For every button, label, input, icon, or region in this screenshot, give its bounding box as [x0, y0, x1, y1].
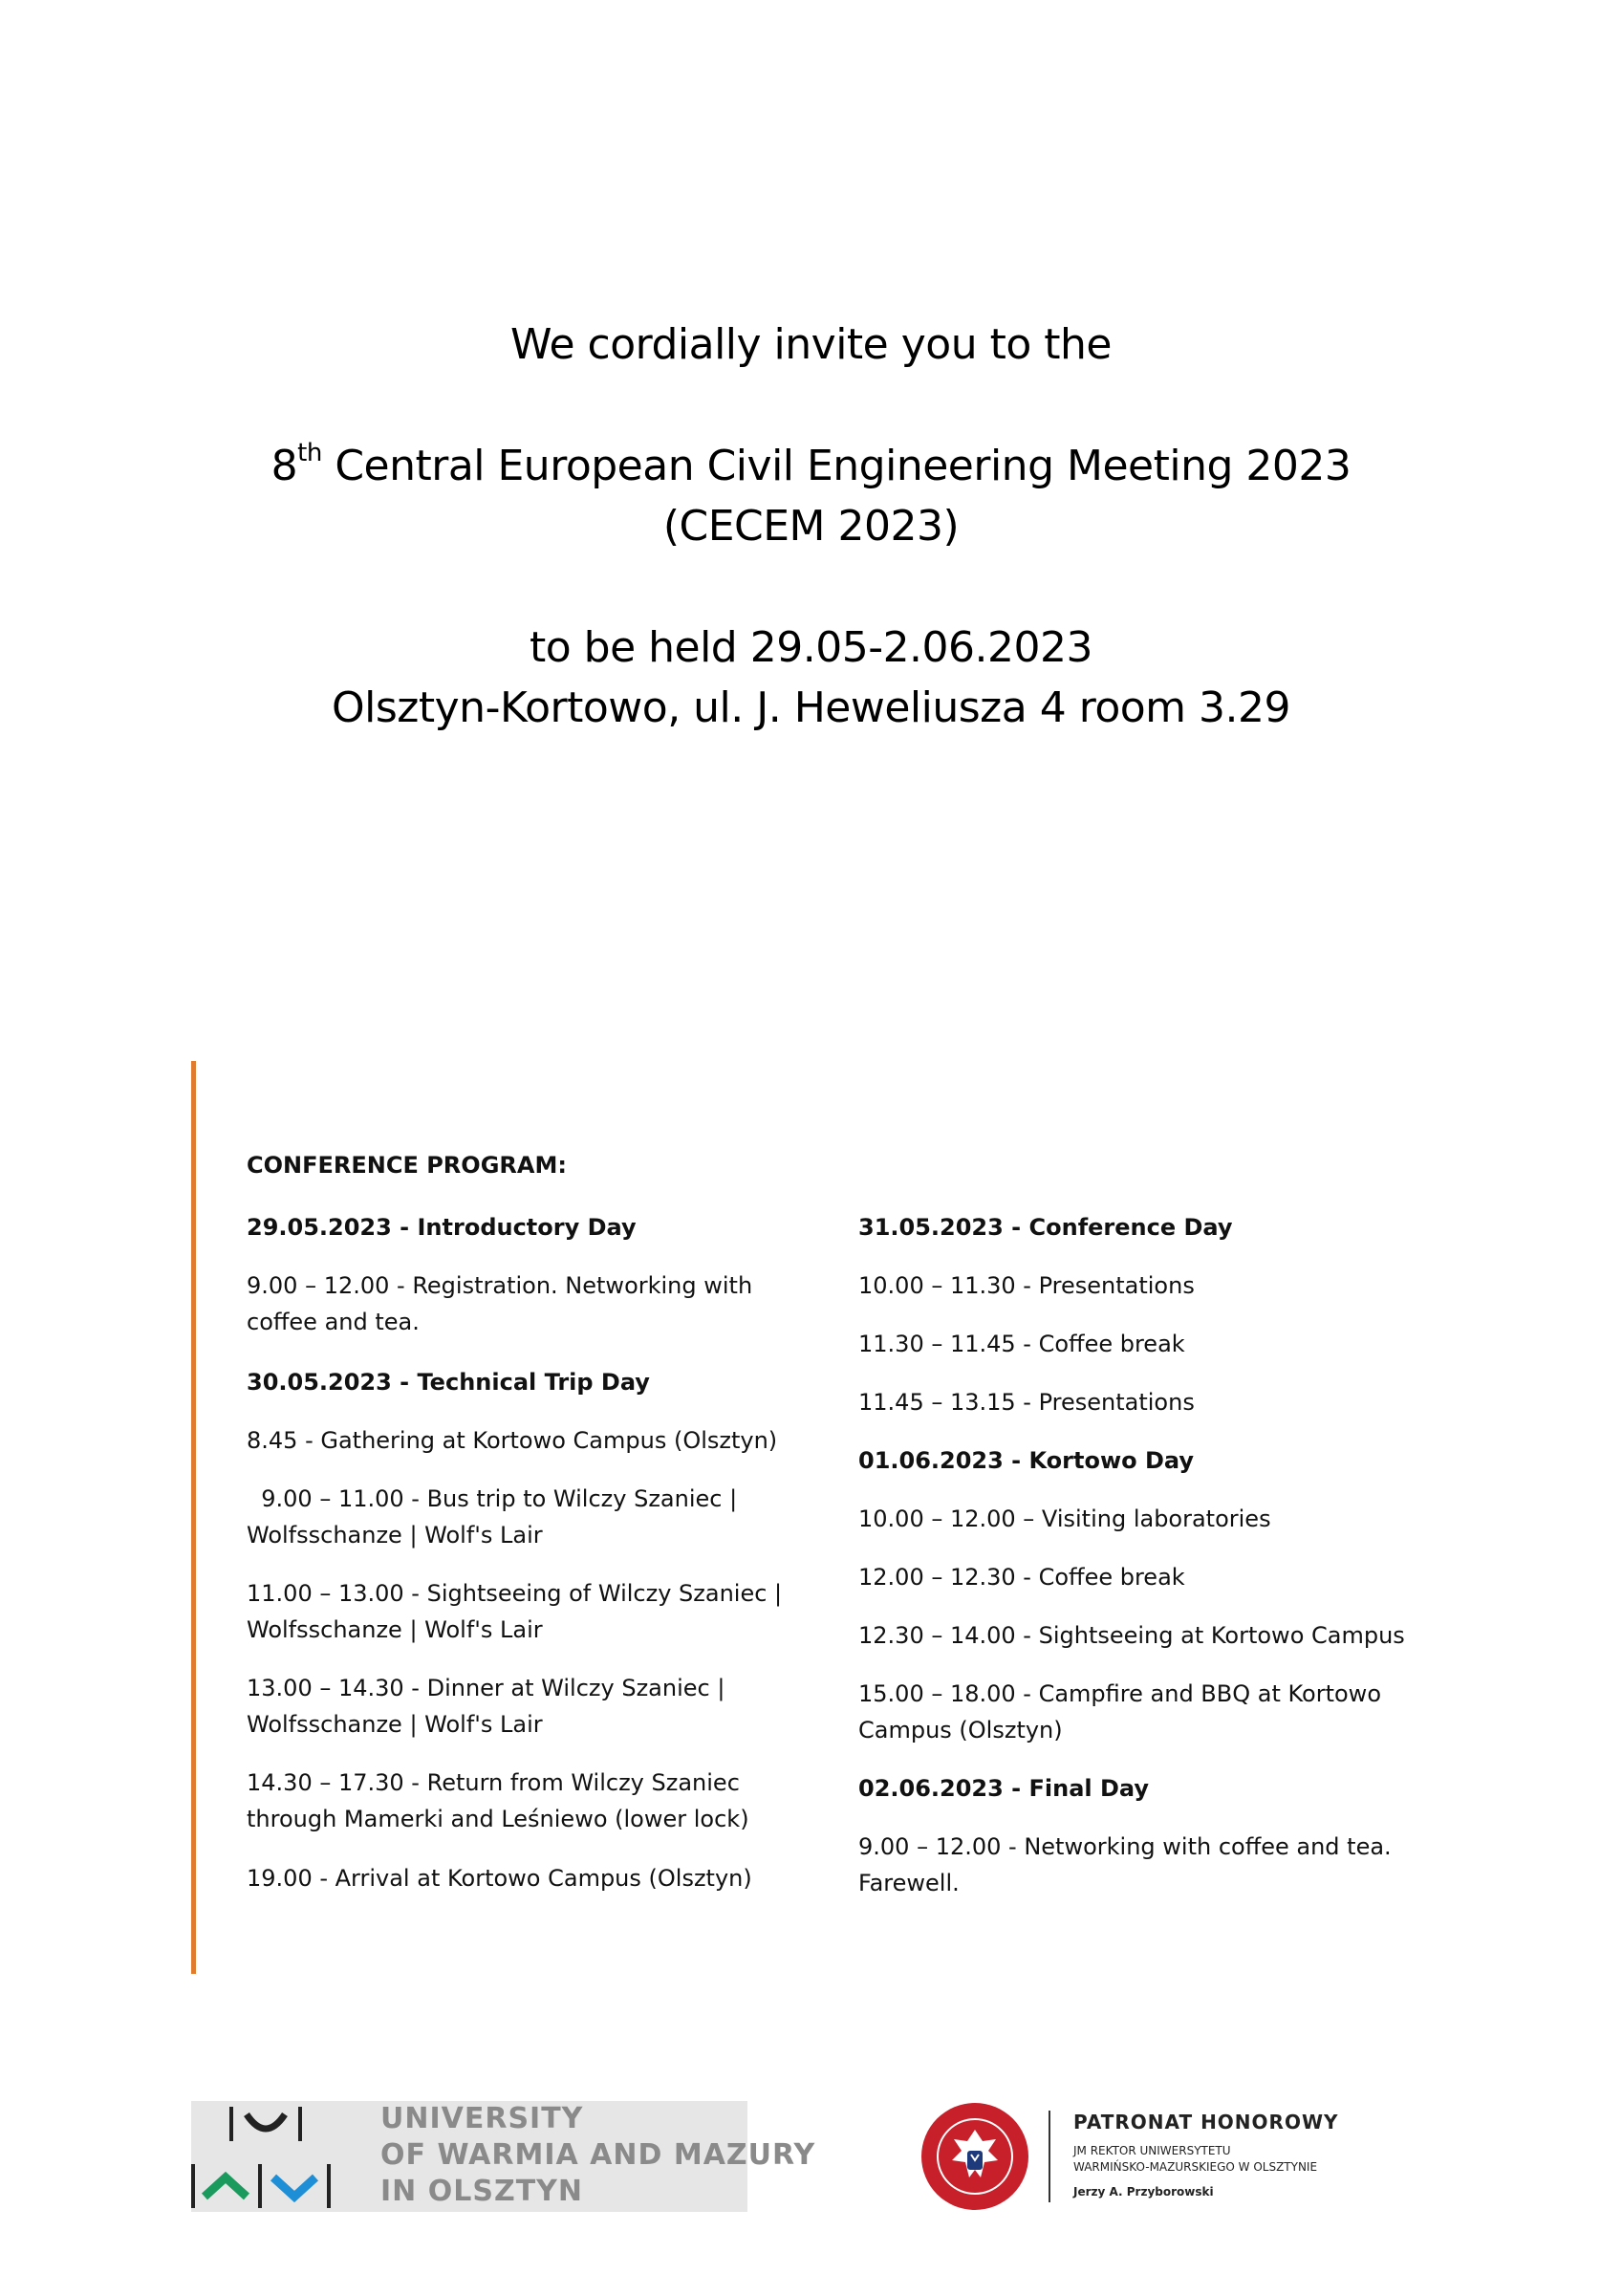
program-accent-bar: [191, 1061, 196, 1974]
event-location: Olsztyn-Kortowo, ul. J. Heweliusza 4 room 3.29: [332, 683, 1290, 732]
left-program-item: 19.00 - Arrival at Kortowo Campus (Olsztyn): [247, 1865, 752, 1892]
right-day-heading: 01.06.2023 - Kortowo Day: [858, 1447, 1194, 1474]
patron-title: PATRONAT HONOROWY: [1073, 2111, 1339, 2134]
event-dates: to be held 29.05-2.06.2023: [529, 623, 1092, 672]
university-emblem-icon: [191, 2101, 335, 2212]
event-ordinal-suffix: th: [297, 439, 322, 467]
university-name: [380, 2101, 815, 2210]
patron-divider: [1049, 2111, 1050, 2202]
left-day-heading: 30.05.2023 - Technical Trip Day: [247, 1369, 650, 1396]
left-program-item: 9.00 – 11.00 - Bus trip to Wilczy Szaniec | Wolfsschanze | Wolf's Lair: [247, 1485, 745, 1549]
right-program-item: 12.00 – 12.30 - Coffee break: [858, 1564, 1185, 1591]
right-day-heading: 31.05.2023 - Conference Day: [858, 1214, 1233, 1241]
left-program-item: 13.00 – 14.30 - Dinner at Wilczy Szaniec | Wolfsschanze | Wolf's Lair: [247, 1675, 733, 1738]
right-program-item: 11.30 – 11.45 - Coffee break: [858, 1331, 1185, 1357]
patron-name: Jerzy A. Przyborowski: [1073, 2185, 1214, 2199]
right-program-item: 10.00 – 12.00 – Visiting laboratories: [858, 1505, 1271, 1532]
left-program-item: 14.30 – 17.30 - Return from Wilczy Szaniec through Mamerki and Leśniewo (lower lock): [247, 1769, 749, 1832]
program-title: CONFERENCE PROGRAM:: [247, 1152, 567, 1179]
event-name: Central European Civil Engineering Meeting 2023: [321, 442, 1352, 490]
right-program-item: 11.45 – 13.15 - Presentations: [858, 1389, 1195, 1416]
left-program-item: 8.45 - Gathering at Kortowo Campus (Olsztyn): [247, 1427, 778, 1454]
right-program-item: 15.00 – 18.00 - Campfire and BBQ at Kortowo Campus (Olsztyn): [858, 1680, 1389, 1744]
patron-line2: WARMIŃSKO-MAZURSKIEGO W OLSZTYNIE: [1073, 2160, 1318, 2174]
university-name-line1: UNIVERSITY: [380, 2102, 584, 2135]
university-seal-icon: [919, 2101, 1030, 2212]
university-name-line2: OF WARMIA AND MAZURY: [380, 2138, 816, 2172]
event-ordinal: 8: [270, 442, 298, 490]
invitation-intro: We cordially invite you to the: [510, 320, 1112, 369]
right-day-heading: 02.06.2023 - Final Day: [858, 1775, 1150, 1802]
right-program-item: 12.30 – 14.00 - Sightseeing at Kortowo Campus: [858, 1622, 1405, 1649]
event-title: [0, 439, 1622, 490]
right-program-item: 9.00 – 12.00 - Networking with coffee and tea. Farewell.: [858, 1833, 1399, 1896]
left-day-heading: 29.05.2023 - Introductory Day: [247, 1214, 637, 1241]
event-acronym: (CECEM 2023): [662, 502, 960, 551]
university-logo: [191, 2101, 816, 2212]
right-program-item: 10.00 – 11.30 - Presentations: [858, 1272, 1195, 1299]
honorary-patronage: [1073, 2111, 1339, 2199]
patron-line1: JM REKTOR UNIWERSYTETU: [1073, 2144, 1231, 2157]
left-program-item: 11.00 – 13.00 - Sightseeing of Wilczy Szaniec | Wolfsschanze | Wolf's Lair: [247, 1580, 789, 1643]
university-name-line3: IN OLSZTYN: [380, 2175, 583, 2208]
left-program-item: 9.00 – 12.00 - Registration. Networking with coffee and tea.: [247, 1272, 760, 1335]
conference-program: [191, 1061, 1434, 1974]
